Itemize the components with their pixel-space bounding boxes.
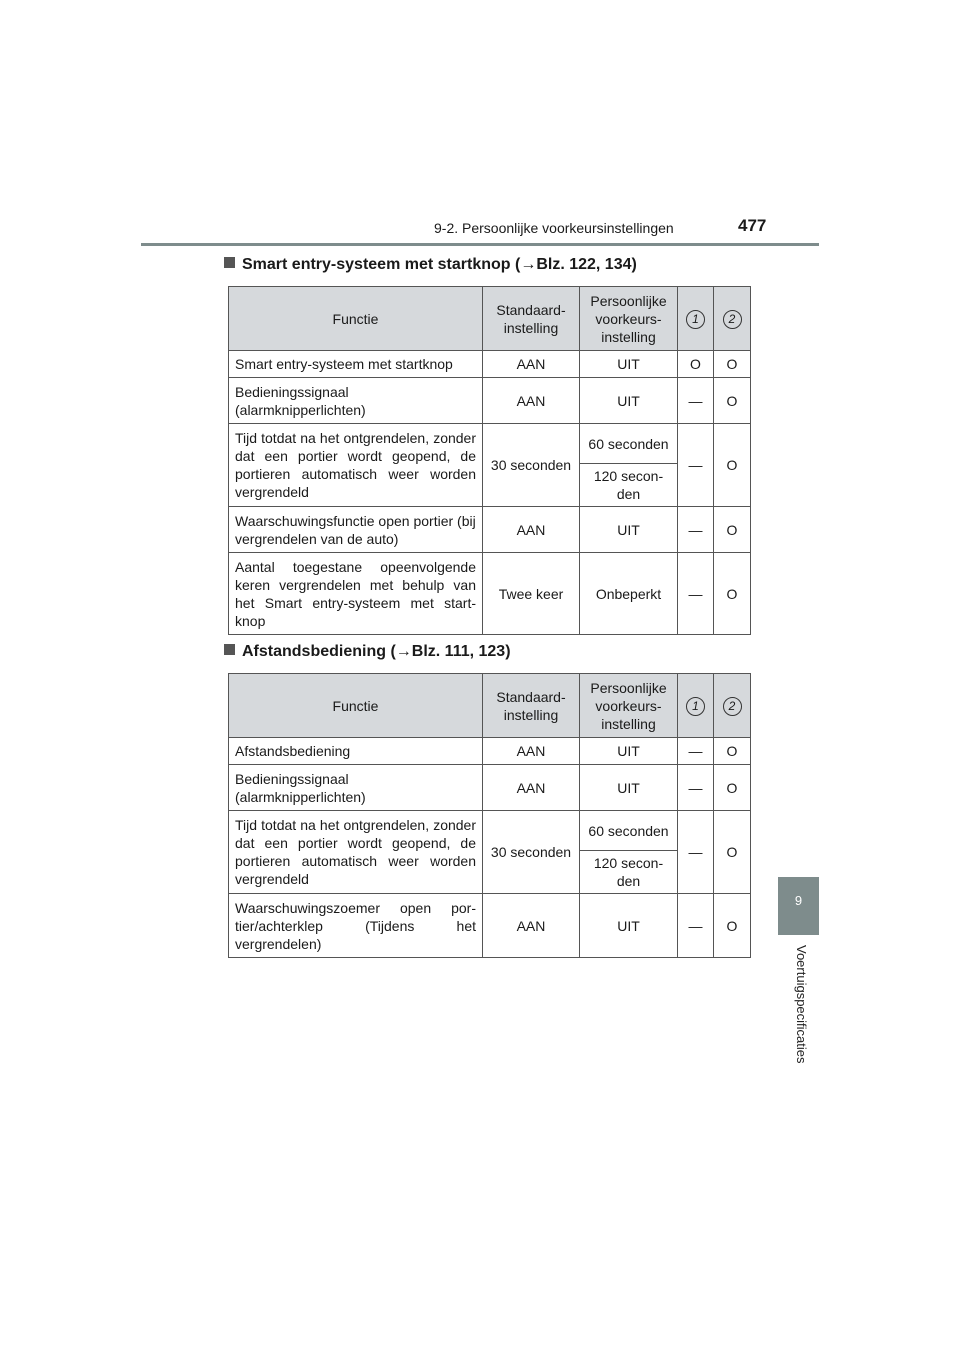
cell-persoonlijk-alt: 120 secon-den [580,851,678,894]
col-header-2 [714,287,751,351]
afstandsbediening-table [228,673,751,958]
col-header-persoonlijk: Persoonlijke voorkeurs-instelling [580,287,678,351]
cell-col2: O [714,765,751,811]
cell-functie: Tijd totdat na het ontgrendelen, zonder dat een portier wordt geopend, de portieren automatisch weer worden vergrendeld [229,424,483,507]
section-heading-text: Smart entry-systeem met startknop (→Blz. 122, 134) [242,256,637,273]
section-heading-smart-entry [224,256,637,274]
chapter-tab [778,877,819,935]
col-header-functie: Functie [229,287,483,351]
table-row [229,811,751,851]
cell-col2: O [714,424,751,507]
cell-functie: Tijd totdat na het ontgrendelen, zonder dat een portier wordt geopend, de portieren automatisch weer worden vergrendeld [229,811,483,894]
cell-standaard: 30 seconden [483,811,580,894]
circled-number-1-icon: 1 [686,697,705,716]
cell-standaard: AAN [483,378,580,424]
cell-persoonlijk: UIT [580,378,678,424]
col-header-1 [678,287,714,351]
cell-col2: O [714,811,751,894]
cell-col2: O [714,378,751,424]
section-heading-afstandsbediening [224,643,511,661]
table-row [229,765,751,811]
cell-col2: O [714,553,751,635]
cell-standaard: Twee keer [483,553,580,635]
cell-col2: O [714,507,751,553]
table-row [229,378,751,424]
col-header-2 [714,674,751,738]
circled-number-2-icon: 2 [723,697,742,716]
cell-functie: Aantal toegestane opeenvolgende keren vergrendelen met behulp van het Smart entry-systeem met start-knop [229,553,483,635]
cell-persoonlijk: 60 seconden [580,811,678,851]
cell-persoonlijk: UIT [580,765,678,811]
table-row [229,738,751,765]
cell-persoonlijk: UIT [580,894,678,958]
cell-functie: Bedieningssignaal (alarmknipperlichten) [229,378,483,424]
cell-standaard: 30 seconden [483,424,580,507]
table-header-row [229,674,751,738]
cell-standaard: AAN [483,507,580,553]
cell-standaard: AAN [483,894,580,958]
section-heading-text: Afstandsbediening (→Blz. 111, 123) [242,643,511,660]
cell-functie: Afstandsbediening [229,738,483,765]
col-header-standaard: Standaard-instelling [483,287,580,351]
cell-functie: Waarschuwingszoemer open por-tier/achterklep (Tijdens het vergrendelen) [229,894,483,958]
cell-functie: Smart entry-systeem met startknop [229,351,483,378]
cell-col1: — [678,378,714,424]
cell-persoonlijk: UIT [580,507,678,553]
cell-persoonlijk: UIT [580,738,678,765]
cell-persoonlijk: 60 seconden [580,424,678,464]
table-header-row [229,287,751,351]
col-header-1 [678,674,714,738]
cell-persoonlijk: Onbeperkt [580,553,678,635]
table-row [229,351,751,378]
col-header-persoonlijk: Persoonlijke voorkeurs-instelling [580,674,678,738]
cell-standaard: AAN [483,738,580,765]
cell-standaard: AAN [483,351,580,378]
cell-col1: — [678,507,714,553]
cell-functie: Bedieningssignaal (alarmknipperlichten) [229,765,483,811]
circled-number-2-icon: 2 [723,310,742,329]
chapter-label: Voertuigspecificaties [794,945,809,1064]
cell-col1: — [678,765,714,811]
cell-col1: — [678,738,714,765]
chapter-number: 9 [794,893,803,908]
table-row [229,424,751,464]
header-rule [141,243,819,246]
cell-col1: — [678,811,714,894]
running-header-title: 9-2. Persoonlijke voorkeursinstellingen [434,220,674,236]
circled-number-1-icon: 1 [686,310,705,329]
cell-col1: — [678,894,714,958]
cell-persoonlijk-alt: 120 secon-den [580,464,678,507]
smart-entry-table [228,286,751,635]
cell-standaard: AAN [483,765,580,811]
square-bullet-icon [224,257,235,268]
cell-col2: O [714,738,751,765]
table-row [229,553,751,635]
col-header-standaard: Standaard-instelling [483,674,580,738]
cell-functie: Waarschuwingsfunctie open portier (bij vergrendelen van de auto) [229,507,483,553]
page-number: 477 [738,216,767,235]
cell-col1: — [678,553,714,635]
cell-col1: O [678,351,714,378]
square-bullet-icon [224,644,235,655]
cell-persoonlijk: UIT [580,351,678,378]
cell-col2: O [714,894,751,958]
cell-col2: O [714,351,751,378]
cell-col1: — [678,424,714,507]
table-row [229,894,751,958]
table-row [229,507,751,553]
col-header-functie: Functie [229,674,483,738]
